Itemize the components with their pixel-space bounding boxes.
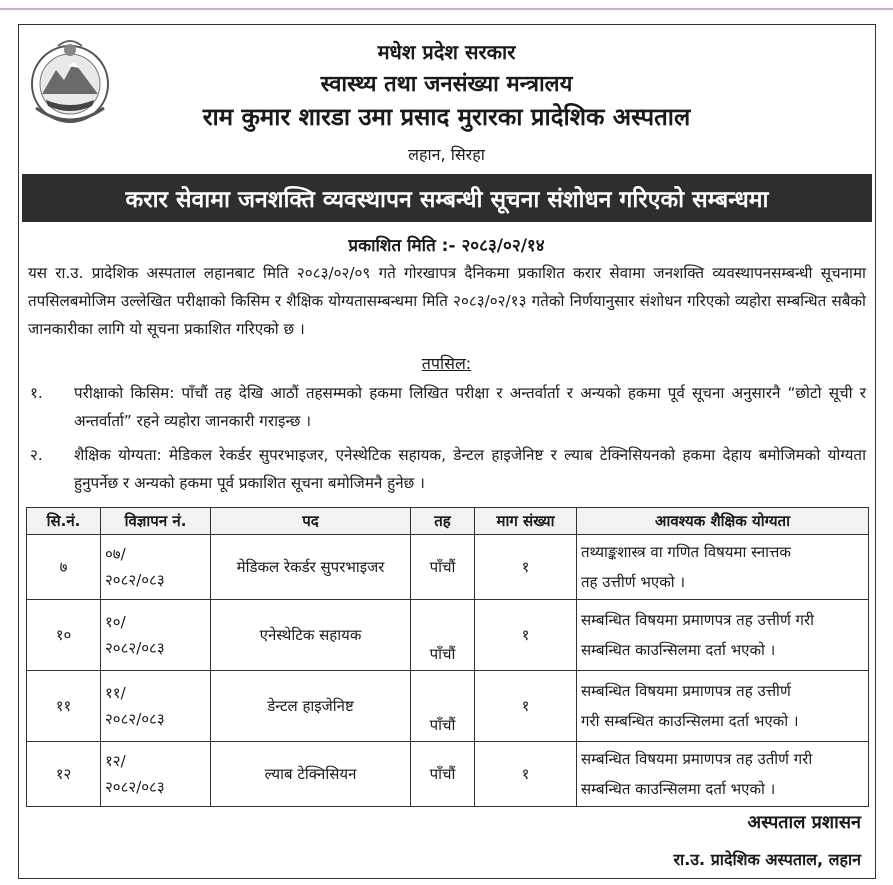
cell-qualification	[577, 600, 869, 671]
top-decorative-rule	[0, 8, 893, 10]
list-item	[28, 379, 866, 435]
cell-demand: १	[475, 671, 577, 742]
cell-adv-no	[101, 600, 211, 671]
adv-no-line: १२/	[105, 752, 126, 770]
list-item-number: १.	[30, 384, 43, 402]
cell-post: ल्याब टेक्निसियन	[211, 742, 411, 807]
cell-level: पाँचौं	[411, 535, 475, 600]
col-header-demand: माग संख्या	[475, 508, 577, 535]
header-location: लहान, सिरहा	[408, 145, 485, 164]
qualification-line: तथ्याङ्कशास्त्र वा गणित विषयमा स्नात्तक	[581, 543, 791, 561]
qualification-line: सम्बन्धित काउन्सिलमा दर्ता भएको ।	[581, 641, 776, 659]
qualification-table	[26, 507, 869, 807]
list-item	[28, 441, 866, 497]
cell-post: मेडिकल रेकर्डर सुपरभाइजर	[211, 535, 411, 600]
cell-level: पाँचौं	[411, 671, 475, 742]
details-heading: तपसिल:	[421, 354, 472, 373]
cell-sn: १०	[27, 600, 101, 671]
cell-sn: ७	[27, 535, 101, 600]
cell-level: पाँचौं	[411, 600, 475, 671]
table-row	[27, 535, 869, 600]
qualification-line: सम्बन्धित विषयमा प्रमाणपत्र तह उत्तीर्ण गरी	[581, 611, 815, 629]
table-row	[27, 600, 869, 671]
cell-sn: १२	[27, 742, 101, 807]
adv-no-year: २०८२/०८३	[105, 639, 165, 657]
cell-adv-no	[101, 742, 211, 807]
col-header-post: पद	[211, 508, 411, 535]
qualification-line: तह उत्तीर्ण भएको ।	[581, 573, 686, 591]
list-item-text: परीक्षाको किसिम: पाँचौं तह देखि आठौं तहसम्मको हकमा लिखित परीक्षा र अन्तर्वार्ता र अन्यको हकमा पूर्व सूचना अनुसारनै “छोटो सूची र अन्तर्वार्ता” रहने व्यहोरा जानकारी गराइन्छ ।	[74, 384, 866, 430]
cell-demand: १	[475, 742, 577, 807]
cell-demand: १	[475, 535, 577, 600]
table-header-row	[27, 508, 869, 535]
qualification-line: सम्बन्धित विषयमा प्रमाणपत्र तह उतीर्ण गरी	[581, 750, 813, 768]
cell-sn: ११	[27, 671, 101, 742]
notice-title-banner: करार सेवामा जनशक्ति व्यवस्थापन सम्बन्धी सूचना संशोधन गरिएको सम्बन्धमा	[22, 174, 872, 222]
cell-qualification	[577, 671, 869, 742]
adv-no-line: ११/	[105, 684, 126, 702]
col-header-sn: सि.नं.	[27, 508, 101, 535]
list-item-number: २.	[30, 446, 43, 464]
intro-paragraph: यस रा.उ. प्रादेशिक अस्पताल लहानबाट मिति २०८३/०२/०९ गते गोरखापत्र दैनिकमा प्रकाशित करार सेवामा जनशक्ति व्यवस्थापनसम्बन्धी सूचनामा तपसिलबमोजिम उल्लेखित परीक्षाको किसिम र शैक्षिक योग्यतासम्बन्धमा मिति २०८३/०२/१३ गतेको निर्णयानुसार संशोधन गरिएको व्यहोरा सम्बन्धित सबैको जानकारीका लागि यो सूचना प्रकाशित गरिएको छ ।	[28, 264, 866, 338]
col-header-adv-no: विज्ञापन नं.	[101, 508, 211, 535]
cell-adv-no	[101, 671, 211, 742]
col-header-qualification: आवश्यक शैक्षिक योग्यता	[577, 508, 869, 535]
cell-adv-no	[101, 535, 211, 600]
signature-office: अस्पताल प्रशासन	[747, 812, 861, 833]
header-hospital: राम कुमार शारडा उमा प्रसाद मुरारका प्रादेशिक अस्पताल	[202, 103, 691, 131]
adv-no-year: २०८२/०८३	[105, 571, 165, 589]
adv-no-line: ०७/	[105, 545, 126, 563]
table-row	[27, 742, 869, 807]
cell-demand: १	[475, 600, 577, 671]
table-row	[27, 671, 869, 742]
cell-post: एनेस्थेटिक सहायक	[211, 600, 411, 671]
adv-no-line: १०/	[105, 613, 126, 631]
cell-post: डेन्टल हाइजेनिष्ट	[211, 671, 411, 742]
adv-no-year: २०८२/०८३	[105, 778, 165, 796]
published-date: प्रकाशित मिति :- २०८३/०२/१४	[348, 236, 545, 256]
list-item-text: शैक्षिक योग्यता: मेडिकल रेकर्डर सुपरभाइजर, एनेस्थेटिक सहायक, डेन्टल हाइजेनिष्ट र ल्याब टेक्निसियनको हकमा देहाय बमोजिमको योग्यता हुनुपर्नेछ र अन्यको हकमा पूर्व प्रकाशित सूचना बमोजिमनै हुनेछ ।	[74, 446, 866, 492]
qualification-line: सम्बन्धित विषयमा प्रमाणपत्र तह उत्तीर्ण	[581, 682, 791, 700]
cell-level: पाँचौं	[411, 742, 475, 807]
signature-hospital: रा.उ. प्रादेशिक अस्पताल, लहान	[673, 850, 861, 869]
col-header-level: तह	[411, 508, 475, 535]
header-ministry: स्वास्थ्य तथा जनसंख्या मन्त्रालय	[320, 72, 573, 97]
qualification-line: सम्बन्धित काउन्सिलमा दर्ता भएको ।	[581, 780, 776, 798]
cell-qualification	[577, 535, 869, 600]
header-province: मधेश प्रदेश सरकार	[377, 40, 516, 64]
qualification-line: गरी सम्बन्धित काउन्सिलमा दर्ता भएको ।	[581, 712, 799, 730]
adv-no-year: २०८२/०८३	[105, 710, 165, 728]
cell-qualification	[577, 742, 869, 807]
